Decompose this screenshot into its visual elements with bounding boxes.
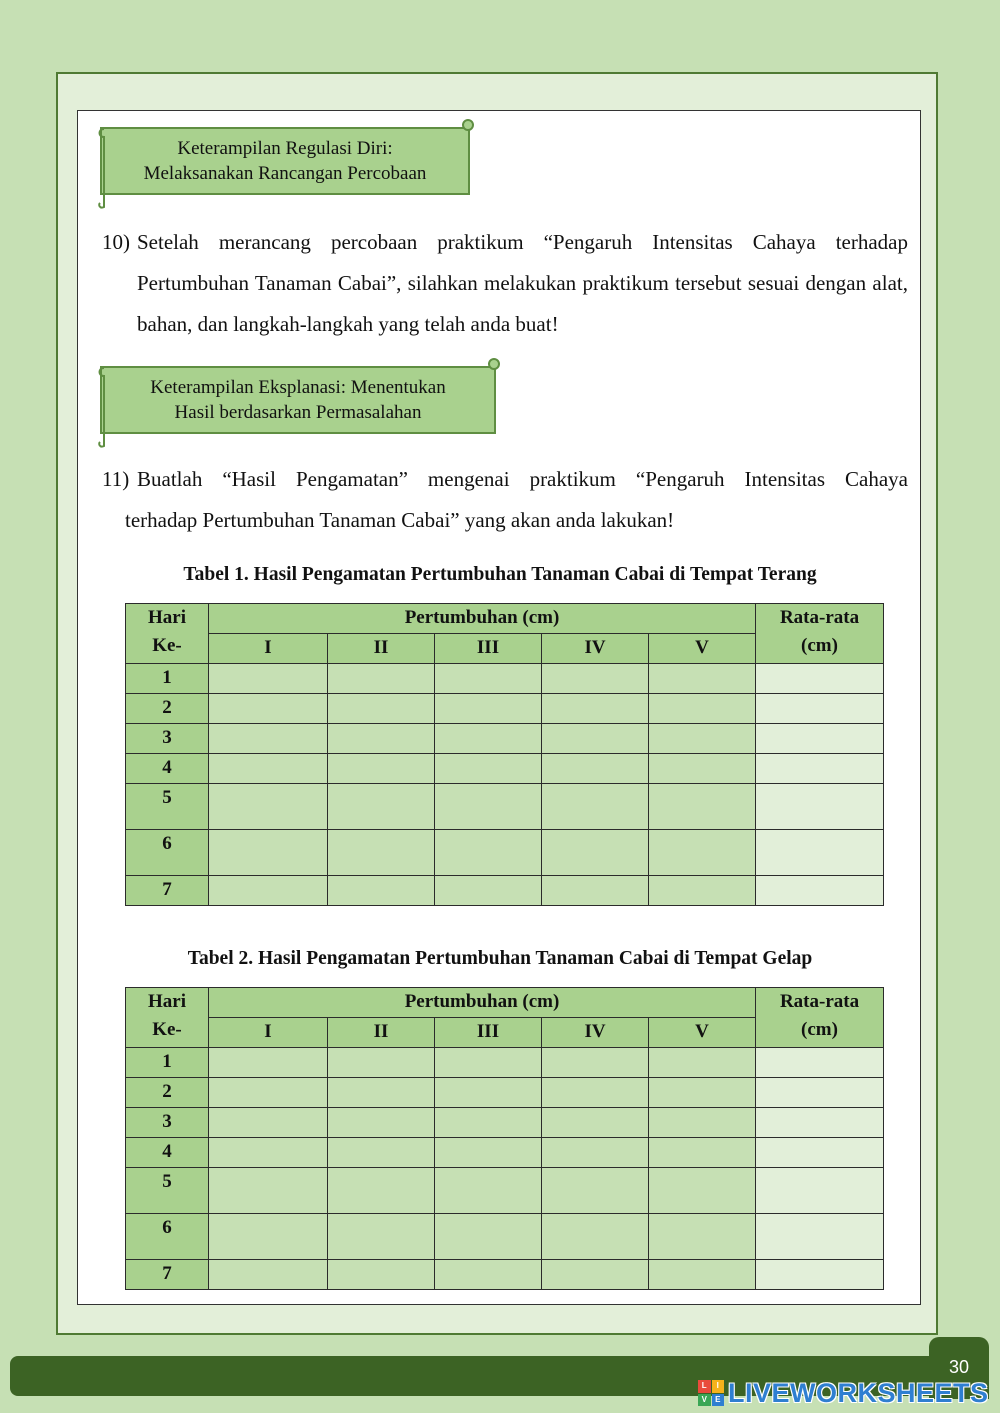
banner-line: Hasil berdasarkan Permasalahan [174,402,422,423]
day-number: 7 [126,1260,209,1290]
header-col-2: II [328,634,435,664]
growth-input-cell[interactable] [328,1108,435,1138]
growth-input-cell[interactable] [435,754,542,784]
table-row [126,1214,884,1260]
day-number: 2 [126,694,209,724]
growth-input-cell[interactable] [209,754,328,784]
watermark-text: LIVEWORKSHEETS [728,1377,989,1408]
growth-input-cell[interactable] [649,754,756,784]
average-input-cell[interactable] [756,1048,884,1078]
growth-input-cell[interactable] [542,1048,649,1078]
growth-input-cell[interactable] [435,664,542,694]
scroll-curl-icon [96,366,112,450]
scroll-curl-icon [96,127,112,211]
average-input-cell[interactable] [756,724,884,754]
header-col-3: III [435,634,542,664]
growth-input-cell[interactable] [209,1108,328,1138]
instruction-text: Buatlah “Hasil Pengamatan” mengenai praktikum “Pengaruh Intensitas Cahaya [137,467,908,491]
average-input-cell[interactable] [756,1168,884,1214]
growth-input-cell[interactable] [328,694,435,724]
table-row [126,1138,884,1168]
growth-input-cell[interactable] [435,1138,542,1168]
growth-input-cell[interactable] [435,1214,542,1260]
header-col-5: V [649,634,756,664]
table-row [126,754,884,784]
growth-input-cell[interactable] [542,754,649,784]
growth-input-cell[interactable] [435,1078,542,1108]
growth-input-cell[interactable] [542,724,649,754]
growth-input-cell[interactable] [209,1138,328,1168]
day-number: 3 [126,1108,209,1138]
day-number: 1 [126,1048,209,1078]
growth-input-cell[interactable] [542,664,649,694]
header-col-3: III [435,1018,542,1048]
growth-input-cell[interactable] [209,1048,328,1078]
growth-input-cell[interactable] [649,1260,756,1290]
header-rata-rata: Rata-rata (cm) [756,604,884,664]
growth-input-cell[interactable] [435,1168,542,1214]
table-row [126,1048,884,1078]
day-number: 4 [126,1138,209,1168]
growth-input-cell[interactable] [649,724,756,754]
skill-banner-regulasi [100,127,470,195]
growth-input-cell[interactable] [435,1260,542,1290]
growth-input-cell[interactable] [542,1108,649,1138]
growth-input-cell[interactable] [328,754,435,784]
day-number: 6 [126,830,209,876]
growth-input-cell[interactable] [328,1214,435,1260]
growth-input-cell[interactable] [328,724,435,754]
growth-input-cell[interactable] [649,1048,756,1078]
instruction-11 [102,459,908,541]
liveworksheets-logo-icon: L I V E [698,1380,724,1406]
growth-input-cell[interactable] [649,784,756,830]
growth-input-cell[interactable] [209,1078,328,1108]
growth-input-cell[interactable] [209,1214,328,1260]
observation-table-dark [125,987,884,1290]
growth-input-cell[interactable] [542,1168,649,1214]
growth-input-cell[interactable] [649,664,756,694]
day-number: 6 [126,1214,209,1260]
growth-input-cell[interactable] [649,1078,756,1108]
growth-input-cell[interactable] [542,1078,649,1108]
growth-input-cell[interactable] [435,784,542,830]
average-input-cell[interactable] [756,1108,884,1138]
growth-input-cell[interactable] [209,724,328,754]
observation-table-bright [125,603,884,906]
growth-input-cell[interactable] [209,830,328,876]
table-1-caption: Tabel 1. Hasil Pengamatan Pertumbuhan Tanaman Cabai di Tempat Terang [183,564,817,585]
growth-input-cell[interactable] [542,830,649,876]
growth-input-cell[interactable] [328,1260,435,1290]
growth-input-cell[interactable] [649,876,756,906]
table-row [126,876,884,906]
header-col-4: IV [542,634,649,664]
growth-input-cell[interactable] [209,1168,328,1214]
average-input-cell[interactable] [756,1214,884,1260]
header-pertumbuhan: Pertumbuhan (cm) [209,988,756,1018]
table-row [126,664,884,694]
banner-line: Keterampilan Regulasi Diri: [177,138,393,159]
average-input-cell[interactable] [756,784,884,830]
growth-input-cell[interactable] [649,830,756,876]
table-row [126,1168,884,1214]
growth-input-cell[interactable] [435,724,542,754]
growth-input-cell[interactable] [209,694,328,724]
growth-input-cell[interactable] [649,1108,756,1138]
average-input-cell[interactable] [756,694,884,724]
growth-input-cell[interactable] [209,1260,328,1290]
table-row [126,724,884,754]
instruction-text: terhadap Pertumbuhan Tanaman Cabai” yang akan anda lakukan! [125,508,675,532]
growth-input-cell[interactable] [328,1078,435,1108]
table-2-caption: Tabel 2. Hasil Pengamatan Pertumbuhan Tanaman Cabai di Tempat Gelap [187,948,813,969]
table-row [126,1078,884,1108]
average-input-cell[interactable] [756,876,884,906]
page-number: 30 [929,1337,989,1399]
header-hari-ke: Hari Ke- [126,988,209,1048]
scroll-curl-icon [486,356,502,372]
growth-input-cell[interactable] [328,830,435,876]
growth-input-cell[interactable] [649,1138,756,1168]
header-rata-rata: Rata-rata (cm) [756,988,884,1048]
growth-input-cell[interactable] [649,694,756,724]
header-col-5: V [649,1018,756,1048]
day-number: 5 [126,1168,209,1214]
growth-input-cell[interactable] [435,1048,542,1078]
growth-input-cell[interactable] [649,1214,756,1260]
header-pertumbuhan: Pertumbuhan (cm) [209,604,756,634]
header-col-1: I [209,634,328,664]
growth-input-cell[interactable] [209,784,328,830]
header-col-4: IV [542,1018,649,1048]
growth-input-cell[interactable] [328,664,435,694]
growth-input-cell[interactable] [542,694,649,724]
growth-input-cell[interactable] [435,876,542,906]
growth-input-cell[interactable] [435,1108,542,1138]
average-input-cell[interactable] [756,754,884,784]
growth-input-cell[interactable] [435,694,542,724]
banner-line: Melaksanakan Rancangan Percobaan [143,163,427,184]
growth-input-cell[interactable] [328,1168,435,1214]
skill-banner-eksplanasi [100,366,496,434]
growth-input-cell[interactable] [542,784,649,830]
average-input-cell[interactable] [756,1138,884,1168]
day-number: 7 [126,876,209,906]
average-input-cell[interactable] [756,1078,884,1108]
growth-input-cell[interactable] [328,876,435,906]
day-number: 4 [126,754,209,784]
table-row [126,1108,884,1138]
growth-input-cell[interactable] [542,1138,649,1168]
day-number: 5 [126,784,209,830]
growth-input-cell[interactable] [542,1214,649,1260]
average-input-cell[interactable] [756,1260,884,1290]
header-col-1: I [209,1018,328,1048]
growth-input-cell[interactable] [328,784,435,830]
liveworksheets-watermark[interactable] [698,1376,989,1410]
item-number: 11) [102,467,130,491]
day-number: 3 [126,724,209,754]
growth-input-cell[interactable] [328,1138,435,1168]
instruction-text: Setelah merancang percobaan praktikum “Pengaruh Intensitas Cahaya terhadap Pertumbuhan Tanaman Cabai”, silahkan melakukan praktikum tersebut sesuai dengan alat, bahan, dan langkah-langkah yang telah anda buat! [137,230,908,336]
growth-input-cell[interactable] [328,1048,435,1078]
table-row [126,1260,884,1290]
growth-input-cell[interactable] [209,876,328,906]
growth-input-cell[interactable] [435,830,542,876]
growth-input-cell[interactable] [542,1260,649,1290]
table-row [126,784,884,830]
average-input-cell[interactable] [756,830,884,876]
day-number: 2 [126,1078,209,1108]
table-row [126,694,884,724]
instruction-10 [102,222,908,345]
table-row [126,830,884,876]
growth-input-cell[interactable] [209,664,328,694]
day-number: 1 [126,664,209,694]
growth-input-cell[interactable] [542,876,649,906]
item-number: 10) [102,230,130,254]
scroll-curl-icon [460,117,476,133]
header-col-2: II [328,1018,435,1048]
growth-input-cell[interactable] [649,1168,756,1214]
average-input-cell[interactable] [756,664,884,694]
header-hari-ke: Hari Ke- [126,604,209,664]
banner-line: Keterampilan Eksplanasi: Menentukan [150,377,446,398]
